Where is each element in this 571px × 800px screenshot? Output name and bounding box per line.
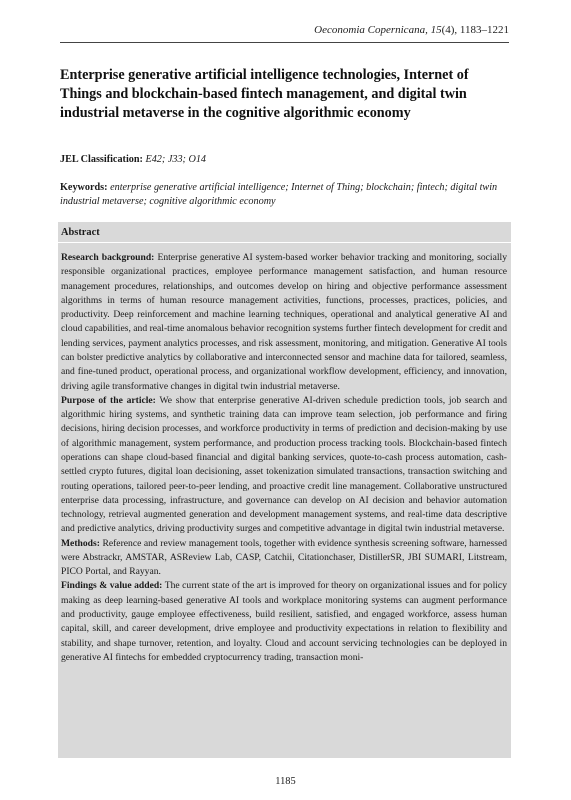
journal-name: Oeconomia Copernicana	[314, 24, 426, 36]
jel-label: JEL Classification:	[60, 154, 143, 165]
jel-classification	[60, 154, 509, 165]
abstract-heading: Abstract	[61, 227, 100, 238]
header-rule	[60, 42, 509, 43]
abstract-body	[61, 251, 507, 665]
article-title: Enterprise generative artificial intelligence technologies, Internet of Things and blockchain-based fintech management, and digital twin industrial metaverse in the cognitive algorithmic economy	[60, 67, 469, 121]
section-label: Methods:	[61, 537, 100, 549]
running-header	[60, 24, 509, 36]
section-label: Research background:	[61, 252, 155, 263]
keywords	[60, 181, 509, 209]
abstract-section-findings	[61, 579, 507, 665]
journal-issue: (4)	[441, 24, 455, 36]
keywords-label: Keywords:	[60, 182, 108, 193]
section-text: Enterprise generative AI system-based worker behavior tracking and monitoring, socially responsible organizational practices, employee performance management satisfaction, and human resource management procedures, relationships, and outcomes develop on hiring and objective performance assessment algorithms in terms of human resource management activities, functions, processes, practices, policies, and productivity. Deep reinforcement and machine learning techniques, operational and analytical generative AI and cloud capabilities, and real-time anomalous behavior recognition systems further fintech development for credit and lending services, payment analytics processes, and risk assessment, monitoring, and mitigation. Generative AI tools can bolster predictive analytics by collaborative and interconnected sensor and machine data for tailored, seamless, and fine-tuned product, operational process, and organizational workflow development, efficiency, and innovation, driving agile transformative changes in digital twin industrial metaverse.	[61, 252, 507, 392]
section-text: The current state of the art is improved for theory on organizational issues and for policy making as deep learning-based generative AI tools and workplace monitoring systems can augment performance and productivity, gauge employee effectiveness, build resilient, satisfied, and engaged workforce, assess human capital, skill, and career development, drive employee and productivity expectations in relation to flexibility and stability, and shape turnover, retention, and loyalty. Cloud and account servicing technologies can be deployed in generative AI fintechs for embedded cryptocurrency trading, transaction moni-	[61, 580, 507, 663]
journal-volume-prefix: ,	[425, 24, 431, 36]
journal-pages: , 1183–1221	[454, 24, 509, 36]
section-label: Findings & value added:	[61, 580, 163, 592]
page-number: 1185	[275, 776, 296, 787]
keywords-value: enterprise generative artificial intelligence; Internet of Thing; blockchain; fintech; digital twin industrial metaverse; cognitive algorithmic economy	[60, 182, 498, 207]
abstract-section-purpose	[61, 394, 507, 537]
section-label: Purpose of the article:	[61, 394, 156, 406]
abstract-section-methods	[61, 537, 507, 580]
section-text: Reference and review management tools, together with evidence synthesis screening software, harnessed were Abstrackr, AMSTAR, ASReview Lab, CASP, Catchii, Citationchaser, DistillerSR, JBI SUMARI, Litstream, PICO Portal, and Rayyan.	[61, 537, 507, 578]
abstract-divider	[58, 242, 511, 243]
jel-value: E42; J33; O14	[145, 154, 207, 165]
abstract-section-research-background	[61, 251, 507, 394]
journal-volume: 15	[430, 24, 442, 36]
section-text: We show that enterprise generative AI-driven schedule prediction tools, job search and algorithmic hiring systems, and synthetic training data can improve team selection, job performance and firing decisions, hiring decision processes, and workforce productivity in terms of prediction and decision-making by use of algorithmic management, system performance, and production process tracking tools. Blockchain-based fintech operations can shape cloud-based financial and digital banking services, quote-to-cash process automation, cash-settled crypto futures, digital loan decisioning, asset tokenization simulated transactions, transaction switching and routing operations, tailored peer-to-peer lending, and proactive credit line management. Collaborative unstructured enterprise data processing, infrastructure, and governance can develop on AI decision and behavior automation technology, retrieval augmented generation and development management systems, and real-time data descriptive and predictive analytics, driving productivity surges and competitive advantage in digital twin industrial metaverse.	[61, 394, 507, 535]
